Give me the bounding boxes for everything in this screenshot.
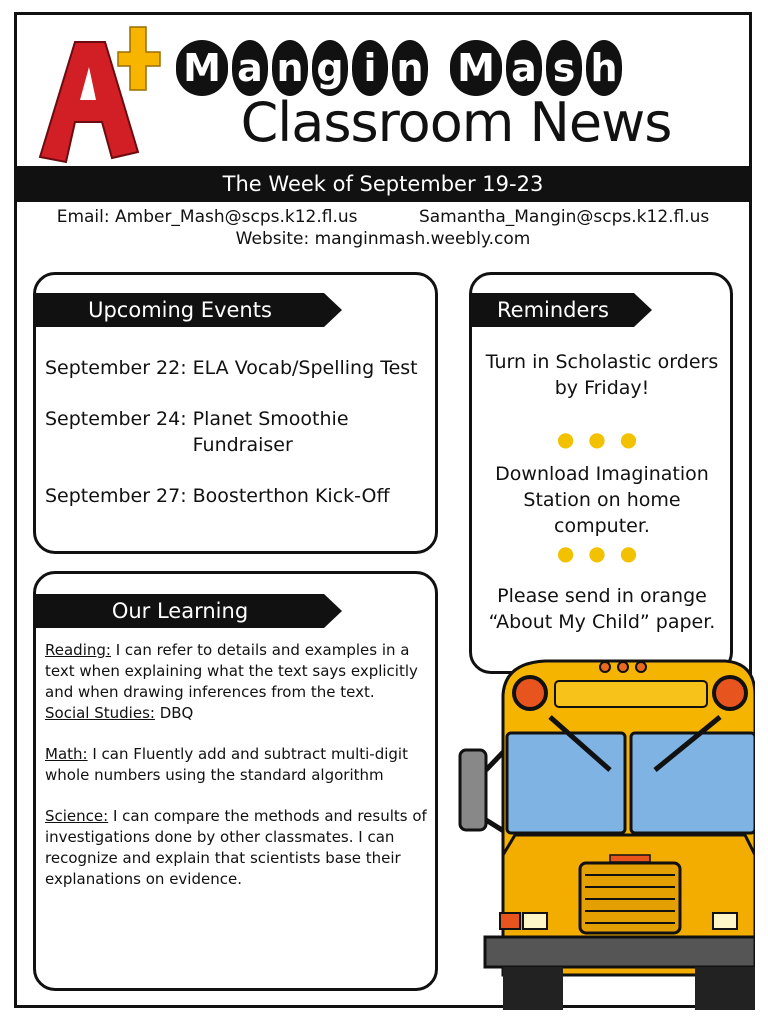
title-letter: M — [176, 40, 228, 96]
learning-heading: Our Learning — [36, 594, 324, 628]
school-bus-illustration — [455, 655, 755, 1010]
subtitle: Classroom News — [240, 91, 672, 154]
title-letter: n — [272, 40, 308, 96]
email-samantha[interactable]: Samantha_Mangin@scps.k12.fl.us — [418, 207, 710, 227]
social-studies-label: Social Studies: — [45, 704, 155, 722]
event-date: September 22: — [45, 357, 187, 379]
title-letter: i — [352, 40, 388, 96]
title-letter: M — [450, 40, 502, 96]
event-item — [45, 483, 390, 509]
dots-separator: ●●● — [556, 427, 652, 451]
title-letter: a — [232, 40, 268, 96]
week-bar: The Week of September 19-23 — [14, 166, 752, 202]
reminders-heading: Reminders — [472, 293, 634, 327]
event-desc: ELA Vocab/Spelling Test — [192, 357, 418, 379]
title-letter: n — [392, 40, 428, 96]
title-letter: s — [546, 40, 582, 96]
dots-separator: ●●● — [556, 541, 652, 565]
title-letter: h — [586, 40, 622, 96]
event-date: September 27: — [45, 485, 187, 507]
email-amber[interactable]: Email: Amber_Mash@scps.k12.fl.us — [56, 207, 358, 227]
math-label: Math: — [45, 745, 88, 763]
event-desc: Planet Smoothie Fundraiser — [192, 408, 349, 456]
reminder-item: Turn in Scholastic orders by Friday! — [485, 351, 719, 399]
contact-info — [14, 206, 752, 250]
event-date: September 24: — [45, 408, 187, 430]
reading-text: I can refer to details and examples in a text when explaining what the text says explicitly and when drawing inferences from the text. — [45, 641, 418, 701]
science-label: Science: — [45, 807, 109, 825]
reminder-item: Download Imagination Station on home computer. — [495, 463, 709, 537]
website-link[interactable]: Website: manginmash.weebly.com — [235, 229, 531, 249]
our-learning-box — [33, 571, 438, 991]
event-desc: Boosterthon Kick-Off — [192, 485, 390, 507]
a-plus-logo — [30, 22, 170, 172]
title-letter: a — [506, 40, 542, 96]
reminders-box — [469, 272, 733, 674]
learning-text — [45, 640, 430, 890]
upcoming-events-box — [33, 272, 438, 554]
reminder-item: Please send in orange “About My Child” paper. — [488, 585, 716, 633]
social-studies-text: DBQ — [154, 704, 194, 722]
math-text: I can Fluently add and subtract multi-digit whole numbers using the standard algorithm — [45, 745, 408, 784]
reading-label: Reading: — [45, 641, 111, 659]
event-item — [45, 355, 418, 381]
title-letter: g — [312, 40, 348, 96]
event-item — [45, 406, 365, 458]
events-heading: Upcoming Events — [36, 293, 324, 327]
science-text: I can compare the methods and results of investigations done by other classmates. I can recognize and explain that scientists base their explanations on evidence. — [45, 807, 427, 888]
